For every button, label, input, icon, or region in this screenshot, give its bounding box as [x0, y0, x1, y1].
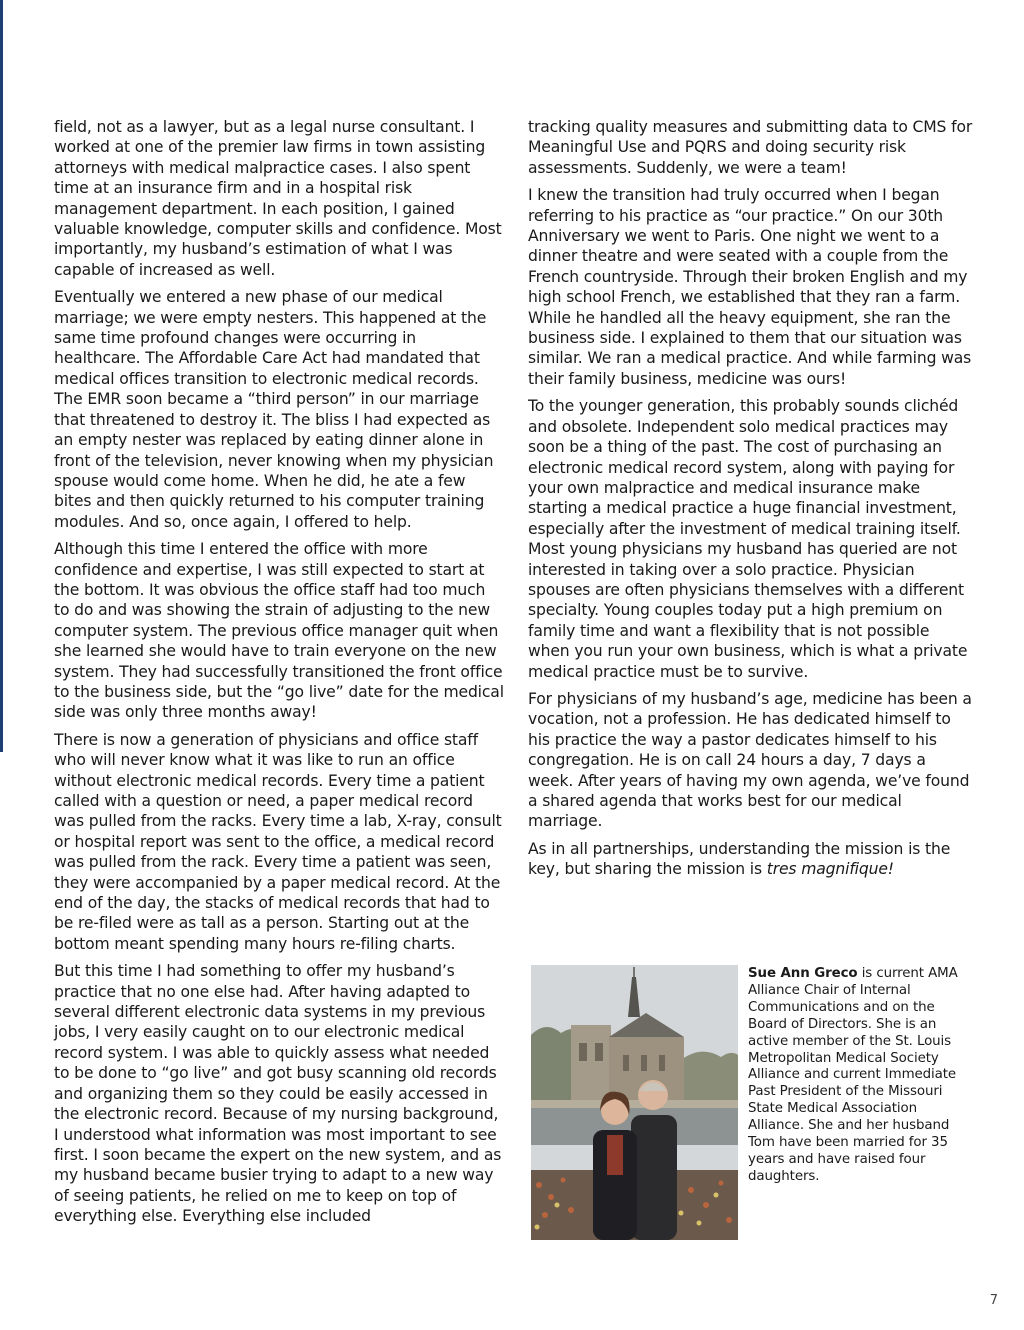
- article-column-right: [528, 117, 973, 887]
- paragraph: To the younger generation, this probably sounds clichéd and obsolete. Independent solo medical practices may soon be a thing of the past. The cost of purchasing an electronic medical record system, along with paying for your own malpractice and medical insurance make starting a medical practice a huge financial investment, especially after the investment of medical training itself. Most young physicians my husband has queried are not interested in taking over a solo practice. Physician spouses are often physicians themselves with a different specialty. Young couples today put a high premium on family time and want a flexibility that is not possible when you run your own business, which is what a private medical practice must be to survive.: [528, 397, 968, 681]
- paragraph: field, not as a lawyer, but as a legal nurse consultant. I worked at one of the premier law firms in town assisting attorneys with medical malpractice cases. I also spent time at an insurance firm and in a hospital risk management department. In each position, I gained valuable knowledge, computer skills and confidence. Most importantly, my husband’s estimation of what I was capable of increased as well.: [54, 118, 502, 279]
- author-bio: [748, 966, 976, 1186]
- paragraph: For physicians of my husband’s age, medicine has been a vocation, not a profession. He has dedicated himself to his practice the way a pastor dedicates himself to his congregation. He is on call 24 hours a day, 7 days a week. After years of having my own agenda, we’ve found a shared agenda that works best for our medical marriage.: [528, 689, 972, 831]
- paragraph: Although this time I entered the office with more confidence and expertise, I was still expected to start at the bottom. It was obvious the office staff had too much to do and was showing the strain of adjusting to the new computer system. The previous office manager quit when she learned she would have to train everyone on the new system. They had successfully transitioned the front office to the business side, but the “go live” date for the medical side was only three months away!: [54, 540, 504, 722]
- author-photo: [531, 965, 738, 1240]
- author-name: Sue Ann Greco: [748, 966, 858, 981]
- paragraph: I knew the transition had truly occurred when I began referring to his practice as “our practice.” On our 30th Anniversary we went to Paris. One night we went to a dinner theatre and were seated with a couple from the French countryside. Through their broken English and my high school French, we established that they ran a farm. While he handled all the heavy equipment, she ran the business side. I explained to them that our situation was similar. We ran a medical practice. And while farming was their family business, medicine was ours!: [528, 186, 972, 388]
- closing-paragraph: [528, 839, 973, 880]
- paragraph: But this time I had something to offer my husband’s practice that no one else had. After having adapted to several different electronic data systems in my previous jobs, I very easily caught on to our electronic medical record system. I was able to quickly assess what needed to be done to “go live” and got busy scanning old records and organizing them so they could be easily accessed in the electronic record. Because of my nursing background, I understood what information was most important to see first. I soon became the expert on the new system, and as my husband became busier trying to adapt to a new way of seeing patients, he relied on me to keep on top of everything else. Everything else included: [54, 962, 502, 1226]
- closing-italic: tres magnifique!: [766, 860, 894, 879]
- author-bio-text: is current AMA Alliance Chair of Internal Communications and on the Board of Directors. She is an active member of the St. Louis Metropolitan Medical Society Alliance and current Immediate Past President of the Missouri State Medical Association Alliance. She and her husband Tom have been married for 35 years and have raised four daughters.: [748, 966, 958, 1184]
- closing-text: As in all partnerships, understanding the mission is the key, but sharing the mission is: [528, 839, 951, 879]
- paragraph: Eventually we entered a new phase of our medical marriage; we were empty nesters. This happened at the same time profound changes were occurring in healthcare. The Affordable Care Act had mandated that medical offices transition to electronic medical records. The EMR soon became a “third person” in our marriage that threatened to destroy it. The bliss I had expected as an empty nester was replaced by eating dinner alone in front of the television, never knowing when my physician spouse would come home. When he did, he ate a few bites and then quickly returned to his computer training modules. And so, once again, I offered to help.: [54, 288, 494, 531]
- page-edge-accent-bar: [0, 0, 3, 752]
- page-number: 7: [989, 1293, 998, 1308]
- paragraph: tracking quality measures and submitting data to CMS for Meaningful Use and PQRS and doing security risk assessments. Suddenly, we were a team!: [528, 118, 973, 177]
- paragraph: There is now a generation of physicians and office staff who will never know what it was like to run an office without electronic medical records. Every time a patient called with a question or need, a paper medical record was pulled from the racks. Every time a lab, X-ray, consult or hospital report was sent to the office, a medical record was pulled from the rack. Every time a patient was seen, they were accompanied by a paper medical record. At the end of the day, the stacks of medical records that had to be re-filed were as tall as a person. Starting out at the bottom meant spending many hours re-filing charts.: [54, 730, 502, 953]
- article-column-left: [54, 117, 504, 1234]
